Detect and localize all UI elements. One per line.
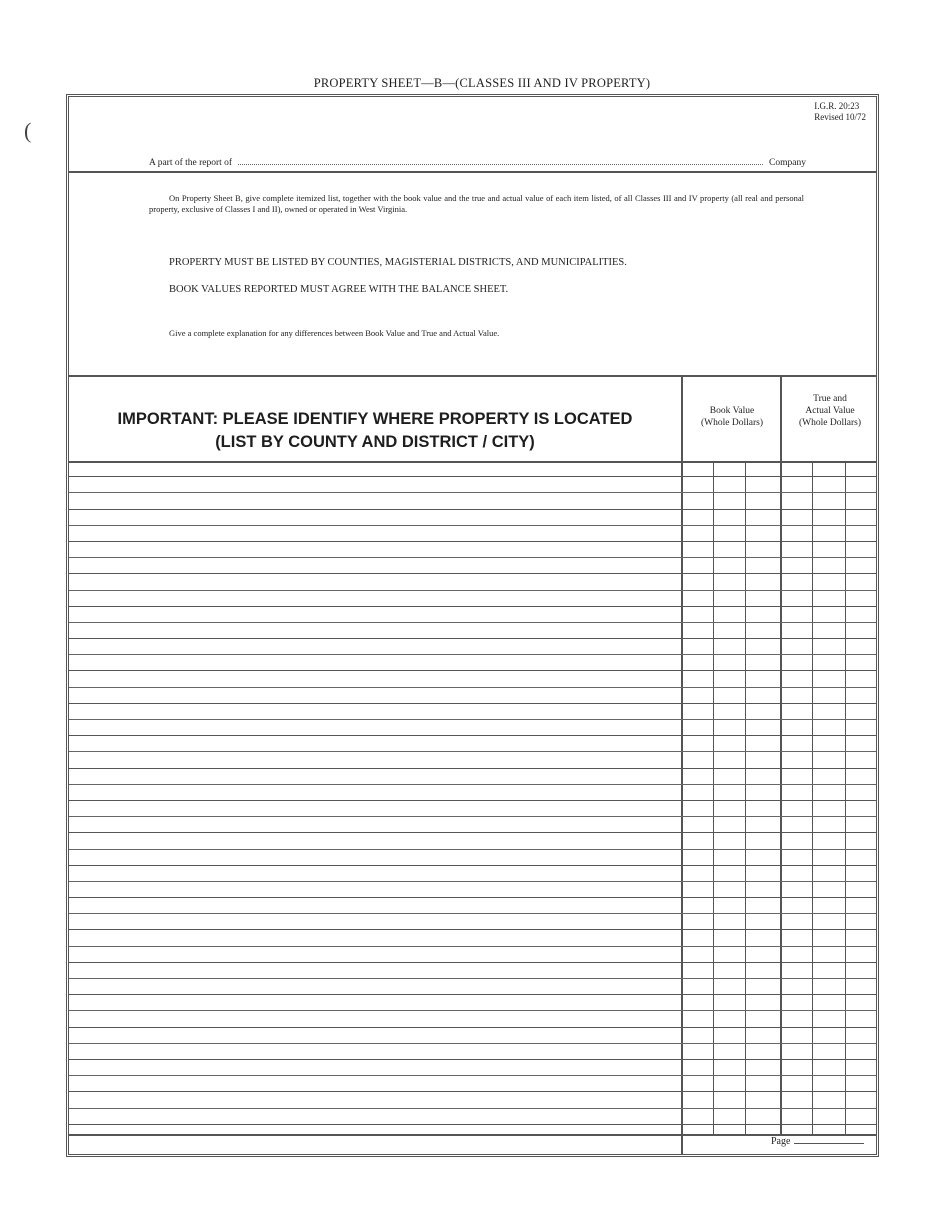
- true-value-title2: Actual Value: [805, 406, 855, 416]
- table-row[interactable]: [69, 574, 876, 590]
- page-number: [771, 1136, 864, 1147]
- table-row[interactable]: [69, 688, 876, 704]
- table-row[interactable]: [69, 591, 876, 607]
- table-row[interactable]: [69, 720, 876, 736]
- table-row[interactable]: [69, 1109, 876, 1125]
- table-row[interactable]: [69, 817, 876, 833]
- punch-mark: (: [24, 118, 32, 143]
- form-frame: [66, 94, 879, 1157]
- table-row[interactable]: [69, 898, 876, 914]
- true-value-unit: (Whole Dollars): [799, 418, 861, 428]
- page-number-field[interactable]: [794, 1143, 864, 1144]
- instructions-paragraph: On Property Sheet B, give complete itemized list, together with the book value and the true and actual value of each item listed, of all Classes III and IV property (all real and personal property, exclusive of Classes I and II), owned or operated in West Virginia.: [149, 193, 804, 214]
- company-name-field[interactable]: [238, 155, 763, 165]
- table-row[interactable]: [69, 995, 876, 1011]
- table-row[interactable]: [69, 493, 876, 509]
- table-row[interactable]: [69, 1011, 876, 1027]
- table-row[interactable]: [69, 623, 876, 639]
- table-row[interactable]: [69, 526, 876, 542]
- table-row[interactable]: [69, 752, 876, 768]
- table-row[interactable]: [69, 930, 876, 946]
- balance-rule: BOOK VALUES REPORTED MUST AGREE WITH THE BALANCE SHEET.: [169, 284, 509, 295]
- sheet-title: PROPERTY SHEET—B—(CLASSES III AND IV PROPERTY): [313, 76, 651, 90]
- table-row[interactable]: [69, 850, 876, 866]
- table-top-divider: [69, 375, 876, 377]
- book-value-unit: (Whole Dollars): [701, 418, 763, 428]
- table-row[interactable]: [69, 542, 876, 558]
- entry-rows: [69, 461, 876, 1125]
- table-row[interactable]: [69, 1076, 876, 1092]
- table-row[interactable]: [69, 510, 876, 526]
- table-row[interactable]: [69, 963, 876, 979]
- table-row[interactable]: [69, 639, 876, 655]
- report-of-line: [149, 155, 806, 168]
- important-line1: IMPORTANT: PLEASE IDENTIFY WHERE PROPERTY IS LOCATED: [117, 410, 633, 428]
- important-line2: (LIST BY COUNTY AND DISTRICT / CITY): [215, 433, 535, 451]
- form-code: [814, 101, 866, 123]
- table-row[interactable]: [69, 1092, 876, 1108]
- table-row[interactable]: [69, 1044, 876, 1060]
- table-row[interactable]: [69, 1060, 876, 1076]
- book-value-title: Book Value: [709, 406, 755, 416]
- report-suffix: Company: [769, 158, 806, 168]
- table-row[interactable]: [69, 833, 876, 849]
- table-row[interactable]: [69, 801, 876, 817]
- form-code-line2: Revised 10/72: [814, 112, 866, 122]
- true-value-header: [781, 393, 879, 429]
- table-row[interactable]: [69, 736, 876, 752]
- page-label: Page: [771, 1136, 791, 1147]
- table-row[interactable]: [69, 477, 876, 493]
- table-row[interactable]: [69, 785, 876, 801]
- form-code-line1: I.G.R. 20:23: [814, 101, 860, 111]
- table-row[interactable]: [69, 461, 876, 477]
- true-value-title1: True and: [813, 394, 847, 404]
- table-row[interactable]: [69, 979, 876, 995]
- table-row[interactable]: [69, 655, 876, 671]
- table-row[interactable]: [69, 704, 876, 720]
- divider: [69, 171, 876, 173]
- table-row[interactable]: [69, 914, 876, 930]
- table-row[interactable]: [69, 769, 876, 785]
- table-row[interactable]: [69, 607, 876, 623]
- table-row[interactable]: [69, 882, 876, 898]
- table-row[interactable]: [69, 1028, 876, 1044]
- table-row[interactable]: [69, 947, 876, 963]
- report-prefix: A part of the report of: [149, 158, 233, 168]
- table-row[interactable]: [69, 866, 876, 882]
- listing-rule: PROPERTY MUST BE LISTED BY COUNTIES, MAGISTERIAL DISTRICTS, AND MUNICIPALITIES.: [169, 257, 627, 268]
- table-row[interactable]: [69, 671, 876, 687]
- book-value-header: [683, 405, 781, 429]
- table-row[interactable]: [69, 558, 876, 574]
- explanation-note: Give a complete explanation for any differences between Book Value and True and Actual Value.: [169, 328, 500, 338]
- important-notice: [69, 408, 681, 454]
- table-bottom-divider: [69, 1134, 876, 1136]
